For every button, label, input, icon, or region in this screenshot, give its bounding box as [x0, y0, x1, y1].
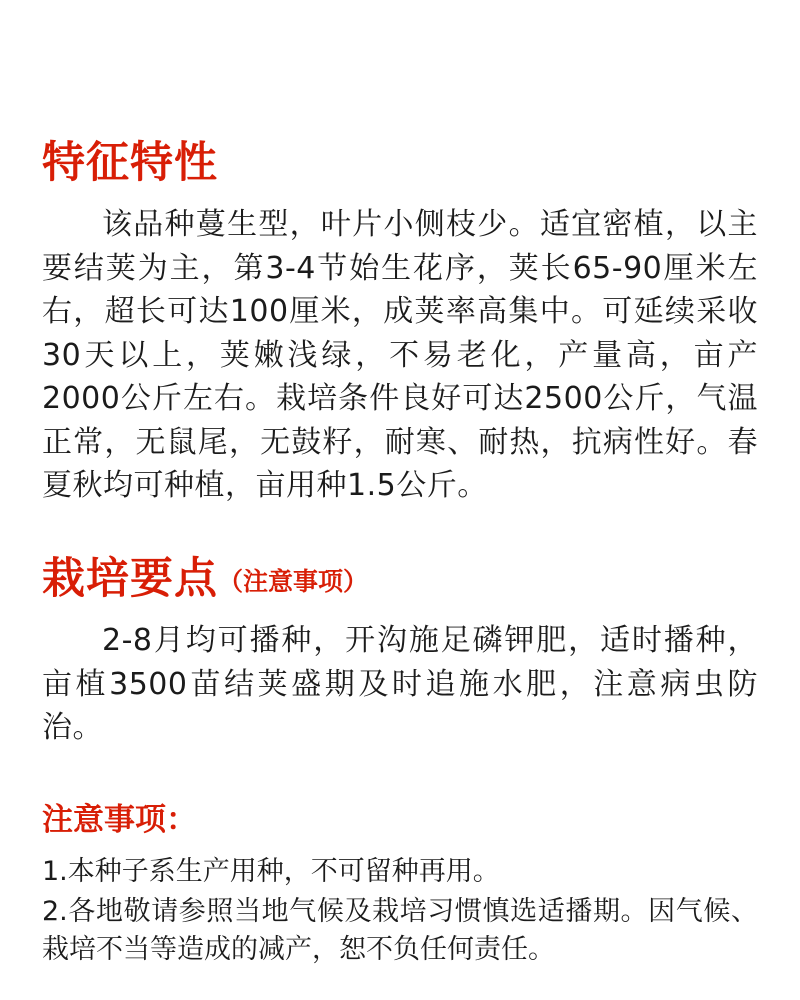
section-notice — [42, 794, 758, 970]
section-heading-characteristics: 特征特性 — [42, 138, 218, 188]
section-body-cultivation: 2-8月均可播种，开沟施足磷钾肥，适时播种，亩植3500苗结荚盛期及时追施水肥，注意病虫防治。 — [42, 623, 758, 746]
section-heading-cultivation — [42, 553, 758, 604]
section-heading-cultivation-main: 栽培要点 — [42, 553, 218, 604]
spacer-2 — [42, 750, 758, 794]
section-heading-cultivation-sub: （注意事项） — [218, 566, 369, 596]
section-body-characteristics: 该品种蔓生型，叶片小侧枝少。适宜密植，以主要结荚为主，第3-4节始生花序，荚长65-90厘米左右，超长可达100厘米，成荚率高集中。可延续采收30天以上，荚嫩浅绿，不易老化，产量高，亩产2000公斤左右。栽培条件良好可达2500公斤，气温正常，无鼠尾，无鼓籽，耐寒、耐热，抗病性好。春夏秋均可种植，亩用种1.5公斤。 — [42, 207, 758, 504]
section-characteristics — [42, 140, 758, 508]
notice-heading: 注意事项： — [42, 801, 197, 838]
notice-item: 2.各地敬请参照当地气候及栽培习惯慎选适播期。因气候、栽培不当等造成的减产，恕不负任何责任。 — [42, 895, 758, 966]
notice-list — [42, 853, 758, 970]
section-cultivation — [42, 553, 758, 750]
notice-item: 1.本种子系生产用种，不可留种再用。 — [42, 855, 500, 887]
spacer-1 — [42, 508, 758, 556]
